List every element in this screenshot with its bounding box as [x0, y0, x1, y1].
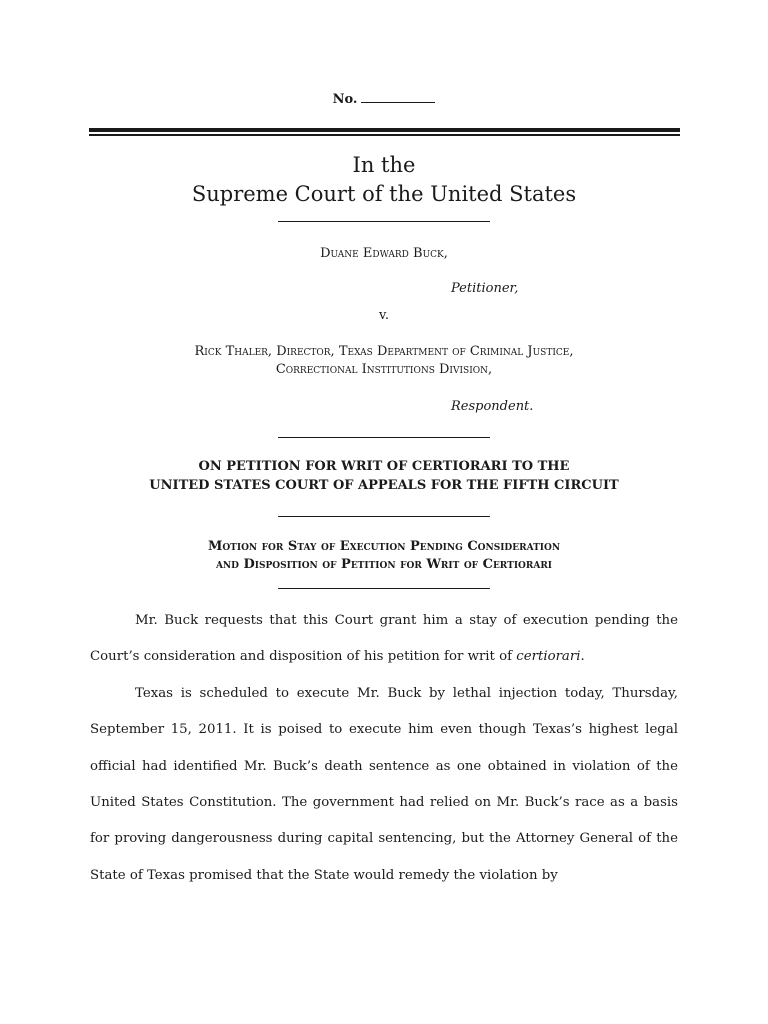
motion-title-line1: Motion for Stay of Execution Pending Consideration — [207, 539, 561, 554]
header-rule-thick — [89, 128, 680, 132]
respondent-name-line2: Correctional Institutions Division, — [275, 362, 493, 377]
divider-rule — [278, 516, 490, 517]
motion-title-line2: and Disposition of Petition for Writ of Certiorari — [215, 557, 553, 572]
body-paragraph: Texas is scheduled to execute Mr. Buck by lethal injection today, Thursday, September 15, 2011. It is poised to execute him even though Texas’s highest legal official had identified Mr. Buck’s death sentence as one obtained in violation of the United States Constitution. The government had relied on Mr. Buck’s race as a basis for proving dangerousness during capital sentencing, but the Attorney General of the State of Texas promised that the State would remedy the violation by — [90, 685, 678, 883]
docket-label: No. — [332, 92, 358, 107]
court-intro: In the — [352, 153, 416, 177]
docket-blank-line — [361, 90, 435, 103]
petition-heading-line1: ON PETITION FOR WRIT OF CERTIORARI TO THE — [198, 459, 570, 474]
petitioner-name: Duane Edward Buck, — [320, 246, 448, 261]
versus-label: v. — [379, 308, 389, 323]
respondent-name-line1: Rick Thaler, Director, Texas Department of Criminal Justice, — [194, 344, 574, 359]
divider-rule — [278, 588, 490, 589]
body-paragraph — [90, 603, 678, 676]
divider-rule — [278, 221, 490, 222]
court-name: Supreme Court of the United States — [191, 182, 577, 206]
body-paragraph-text: Mr. Buck requests that this Court grant him a stay of execution pending the Court’s consideration and disposition of his petition for writ of — [90, 613, 678, 665]
respondent-role: Respondent. — [451, 399, 534, 414]
petitioner-role: Petitioner, — [451, 281, 519, 296]
body-paragraph-end: . — [580, 649, 585, 665]
docket-number — [0, 90, 768, 107]
header-rule-thin — [89, 134, 680, 136]
divider-rule — [278, 437, 490, 438]
petition-heading-line2: UNITED STATES COURT OF APPEALS FOR THE FIFTH CIRCUIT — [149, 478, 619, 493]
certiorari-italic: certiorari — [516, 649, 581, 665]
motion-body — [90, 603, 678, 894]
